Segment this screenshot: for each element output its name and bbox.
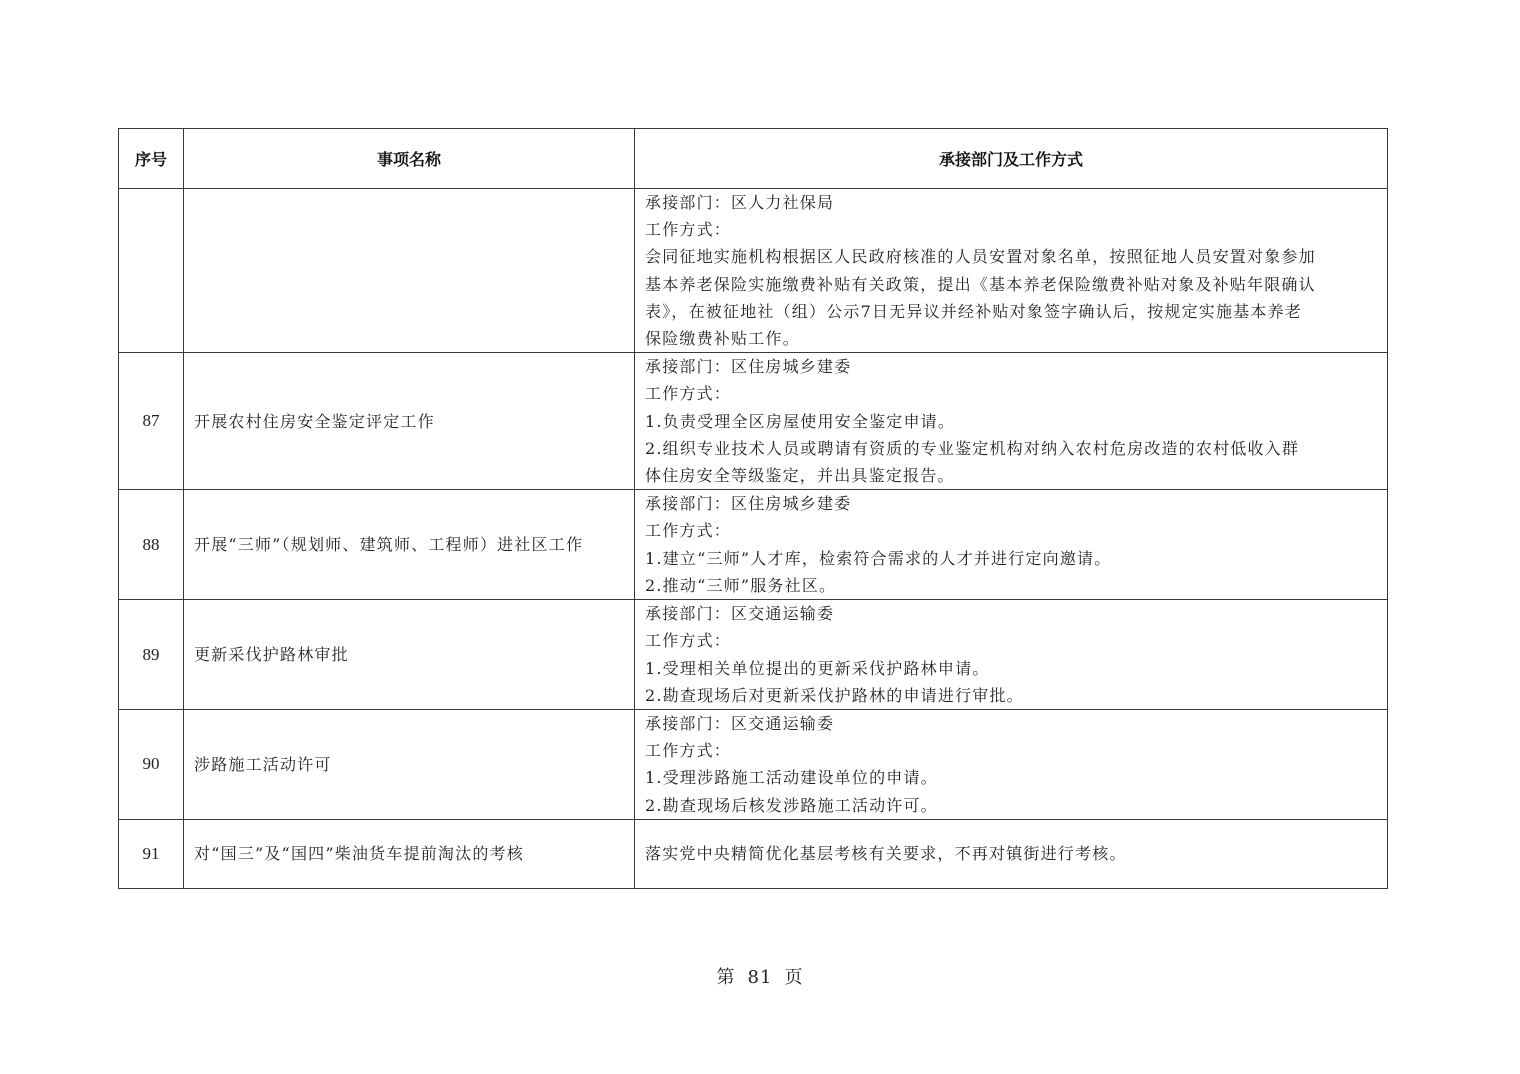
method-line: 基本养老保险实施缴费补贴有关政策，提出《基本养老保险缴费补贴对象及补贴年限确认 <box>645 274 1316 294</box>
method-line: 工作方式： <box>645 631 732 651</box>
header-serial-number: 序号 <box>119 129 184 189</box>
row-serial-number: 89 <box>119 600 184 710</box>
table-row <box>119 189 1388 353</box>
table-row <box>119 819 1388 888</box>
method-line: 2.组织专业技术人员或聘请有资质的专业鉴定机构对纳入农村危房改造的农村低收入群 <box>645 438 1300 458</box>
method-line: 1.受理涉路施工活动建设单位的申请。 <box>645 768 938 788</box>
method-line: 承接部门：区住房城乡建委 <box>645 357 852 377</box>
row-item-name: 涉路施工活动许可 <box>184 710 635 820</box>
page-number: 81 <box>747 967 773 988</box>
method-line: 承接部门：区交通运输委 <box>645 604 835 624</box>
method-line: 表》，在被征地社（组）公示7日无异议并经补贴对象签字确认后，按规定实施基本养老 <box>645 301 1302 321</box>
page-footer <box>0 963 1520 989</box>
method-line: 体住房安全等级鉴定，并出具鉴定报告。 <box>645 466 955 486</box>
method-line: 2.推动“三师”服务社区。 <box>645 575 837 595</box>
method-line: 工作方式： <box>645 220 732 240</box>
row-item-name: 开展农村住房安全鉴定评定工作 <box>184 353 635 490</box>
method-line: 保险缴费补贴工作。 <box>645 329 800 349</box>
table-row <box>119 353 1388 490</box>
row-serial-number <box>119 189 184 353</box>
method-line: 1.受理相关单位提出的更新采伐护路林申请。 <box>645 658 990 678</box>
method-line: 工作方式： <box>645 741 732 761</box>
method-line: 2.勘查现场后对更新采伐护路林的申请进行审批。 <box>645 685 1024 705</box>
row-serial-number: 91 <box>119 819 184 888</box>
row-item-name: 对“国三”及“国四”柴油货车提前淘汰的考核 <box>184 819 635 888</box>
row-serial-number: 87 <box>119 353 184 490</box>
table-header-row <box>119 129 1388 189</box>
page-label-prefix: 第 <box>716 967 736 988</box>
method-line: 会同征地实施机构根据区人民政府核准的人员安置对象名单，按照征地人员安置对象参加 <box>645 247 1316 267</box>
row-department-method <box>635 819 1388 888</box>
method-line: 承接部门：区交通运输委 <box>645 714 835 734</box>
method-line: 承接部门：区住房城乡建委 <box>645 494 852 514</box>
row-department-method <box>635 600 1388 710</box>
method-line: 工作方式： <box>645 521 732 541</box>
row-department-method <box>635 490 1388 600</box>
method-line: 工作方式： <box>645 384 732 404</box>
method-line: 2.勘查现场后核发涉路施工活动许可。 <box>645 795 938 815</box>
row-department-method <box>635 710 1388 820</box>
method-line: 承接部门：区人力社保局 <box>645 193 835 212</box>
table-row <box>119 710 1388 820</box>
row-item-name <box>184 189 635 353</box>
method-line: 落实党中央精简优化基层考核有关要求，不再对镇街进行考核。 <box>645 844 1127 864</box>
row-department-method <box>635 189 1388 353</box>
row-department-method <box>635 353 1388 490</box>
header-department-method: 承接部门及工作方式 <box>635 129 1388 189</box>
row-serial-number: 90 <box>119 710 184 820</box>
row-item-name: 更新采伐护路林审批 <box>184 600 635 710</box>
table-row <box>119 490 1388 600</box>
page-label-suffix: 页 <box>784 967 804 988</box>
row-item-name: 开展“三师”（规划师、建筑师、工程师）进社区工作 <box>184 490 635 600</box>
items-table <box>118 128 1388 889</box>
header-item-name: 事项名称 <box>184 129 635 189</box>
table-row <box>119 600 1388 710</box>
row-serial-number: 88 <box>119 490 184 600</box>
method-line: 1.建立“三师”人才库，检索符合需求的人才并进行定向邀请。 <box>645 548 1112 568</box>
method-line: 1.负责受理全区房屋使用安全鉴定申请。 <box>645 411 956 431</box>
